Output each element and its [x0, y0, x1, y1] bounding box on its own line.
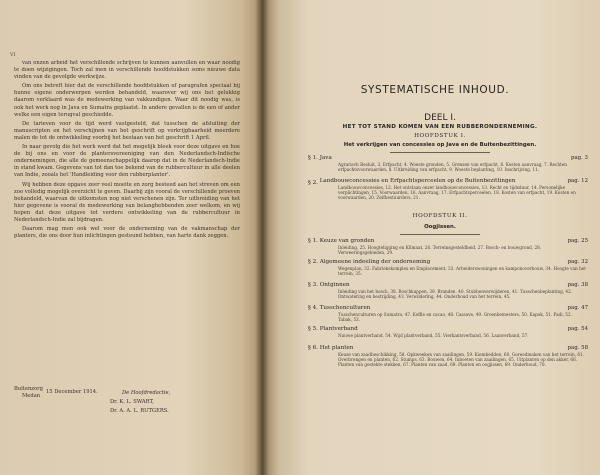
toc-title: SYSTEMATISCHE INHOUD. — [360, 84, 510, 96]
left-page-number: VI — [10, 52, 16, 58]
preface-paragraph: van onzen arbeid het verschillende schrijven te kunnen aanvullen en waar noodig te doen wijzigingen. Toch zal men in verschillende hoofdstukken soms nieuwe data vinden van de gevolgde werkwijze. — [14, 60, 240, 81]
toc-entry: § 2. Algemeene indeeling der onderneming — [308, 259, 431, 265]
chapter-heading: HOOFDSTUK II. — [412, 213, 468, 219]
preface-paragraph: Daarom mag men ook wel voor de onderneming van de vakmanschap der planters, die ons door hun inlichtingen gesteund hebben, van harte dank zeggen. — [14, 226, 240, 240]
toc-page-ref: pag. 54 — [567, 326, 588, 332]
part-subtitle: HET TOT STAND KOMEN VAN EEN RUBBERONDERNEMING. — [342, 124, 538, 130]
toc-entry: § 5. Plantverband — [308, 326, 358, 332]
signature-name: Dr. K. L. SWART, — [110, 399, 154, 405]
chapter-subtitle: Oogjissen. — [424, 224, 456, 230]
toc-entry: § 6. Het planten — [308, 345, 354, 351]
chapter-heading: HOOFDSTUK I. — [414, 133, 466, 139]
toc-page-ref: pag. 58 — [567, 345, 588, 351]
toc-entry: § 2. Landbouwconcessies en Erfpachtsperceelen op de Buitenbezittingen — [308, 178, 516, 186]
toc-page-ref: pag. 32 — [567, 259, 588, 265]
part-heading: DEEL I. — [424, 113, 456, 123]
place-name: Buitenzorg — [14, 386, 43, 392]
preface-paragraph: Om ons betreft hier dat de verschillende hoofdstukken of paragrafen speciaal bij hunne eigene onderwerpen werden behandeld, waarover wij ons het gelukkig daarom verklaard was de medewerking van vakkundigen. Waar dit noodig was, is ook het werk nog in Java en Sumatra geplaatst. In andere gevallen is de een of ander welke een eigen terugval geschiedde. — [14, 83, 240, 118]
preface-paragraph: De tarieven voor de tijd werd vastgesteld, dat tusschen de afsluiting der manuscripten en het verschijnen van het geschrift op verkrijgbaarheid meerdere malen de tot de ontwikkeling voorbij het bestaan van het geschrift 1 April. — [14, 120, 240, 141]
signature-heading: De Hoofdredactie, — [122, 390, 171, 396]
place-name: Medan — [22, 393, 41, 399]
chapter-subtitle: Het verkrijgen van concessies op Java en de Buitenbezittingen. — [343, 142, 537, 148]
toc-entry: § 1. Keuze van gronden — [308, 238, 375, 244]
book-gutter — [255, 0, 269, 475]
toc-page-ref: pag. 3 — [571, 155, 588, 161]
toc-entry-description: Wegenplan, 32. Fabriekskomplex en Emplacement, 33. Arbeiderswoningen en kamponoverbouw, 34. Hoogte van het terrein, 35. — [338, 266, 586, 277]
toc-entry: § 4. Tusschenculturen — [308, 305, 371, 311]
toc-entry-description: Inleiding van het bosch, 38. Boschkappen, 39. Branden, 40. Stubbenverwijderen, 41. Tusschenbeplanting, 42. Ontwatering en bestrijding, 43. Verwildering, 44. Onderhoud van het terrein, 45. — [338, 289, 573, 300]
divider — [390, 152, 490, 153]
left-page — [0, 0, 262, 475]
toc-entry-description: Nauwe plantverband, 54. Wijd plantverband, 55. Vierkantsverband, 56. Laanverband, 57. — [338, 333, 529, 338]
toc-entry-description: Agrarisch Besluit, 3. Erfpacht, 4. Woeste gronden, 5. Grenzen van erfpacht, 6. Kosten aanvraag, 7. Rechten erfpachtsvoorwaarden, 8. Uitbreiding van erfpacht, 9. Woeste beplanting, 10. Inschrijving, 11. — [338, 162, 567, 173]
toc-entry-description: Tusschenculturen op Sumatra, 47. Koffie en cacao, 48. Cassave, 49. Groenbemesters, 50. Kapok, 51. Padi, 52. Tabak, 53. — [338, 312, 572, 323]
toc-entry: § 3. Ontginnen — [308, 282, 350, 288]
toc-entry-description: Landbouwconcessies, 12. Het ontstaan onzer landbouwconcessies, 13. Recht en tijdsduur, 14. Personelijke verplichtingen, 15. Voorwaarden, 16. Aanvraag, 17. Erfpachtsperceelen, 18. Kosten van erfpacht, 19. Kosten en voorwaarden, 20. Zelfbestuurders, 21. — [338, 185, 576, 201]
toc-page-ref: pag. 25 — [567, 238, 588, 244]
preface-paragraph: In naar gevolg die het werk werd dat het mogelijk bleek voor deze uitgave en hoe de bij ons en voor de plantersvereeniging van den Nederlandsch-Indische ondernemingen, die alle de gemeenschappelijk daarop dat in de Nederlandsch-Indie in stand kwam. Gegevens van tot dan toe bekend van de rubbercultuur in alle deelen van Indie, zooals het 'Handleiding voor den rubberplanter'. — [14, 144, 240, 179]
toc-page-ref: pag. 47 — [567, 305, 588, 311]
preface-text — [14, 60, 240, 242]
signature-name: Dr. A. A. L. RUTGERS. — [110, 408, 169, 414]
preface-paragraph: Wij hebben deze opgave zeer veel moeite en zorg besteed aan het streven om een zoo volledig mogelijk overzicht te geven. Daarbij zijn vooral de verschillende proeven behandeld, waarvan de uitkomsten nog niet verschenen zijn. Ter uitbreiding van het hier gegevene is vooral de medewerking van belanghebbenden zeer welkom, en wij hopen dat deze uitgave tot verdere ontwikkeling van de rubbercultuur in Nederlandsch-Indie zal bijdragen. — [14, 181, 240, 223]
toc-page-ref: pag. 12 — [567, 178, 588, 184]
toc-entry-description: Keuze van zaadbeschikking, 58. Opkweeken van zaailingen, 59. Kiembedden, 60. Gereedmaken van het terrein, 61. Overbrengen en planten, 62. Stumps, 63. Bouwen, 64. Inboeten van zaailingen, 65. Uitplanten op den akker, 66. Planten van gestekte stekken, 67. Planten van zaad, 68. Planten en oogjissen, 69. Onderhoud, 70. — [338, 352, 584, 368]
divider — [400, 234, 480, 235]
toc-entry-description: Inleiding, 25. Hoogteligging en Klimaat, 26. Terreinsgesteldheid, 27. Bosch- en bouwgrond, 28. Verweeringsgebieden, 29. — [338, 245, 542, 256]
toc-entry: § 1. Java — [308, 155, 332, 161]
date-text: 15 December 1914. — [46, 389, 98, 395]
toc-page-ref: pag. 38 — [567, 282, 588, 288]
